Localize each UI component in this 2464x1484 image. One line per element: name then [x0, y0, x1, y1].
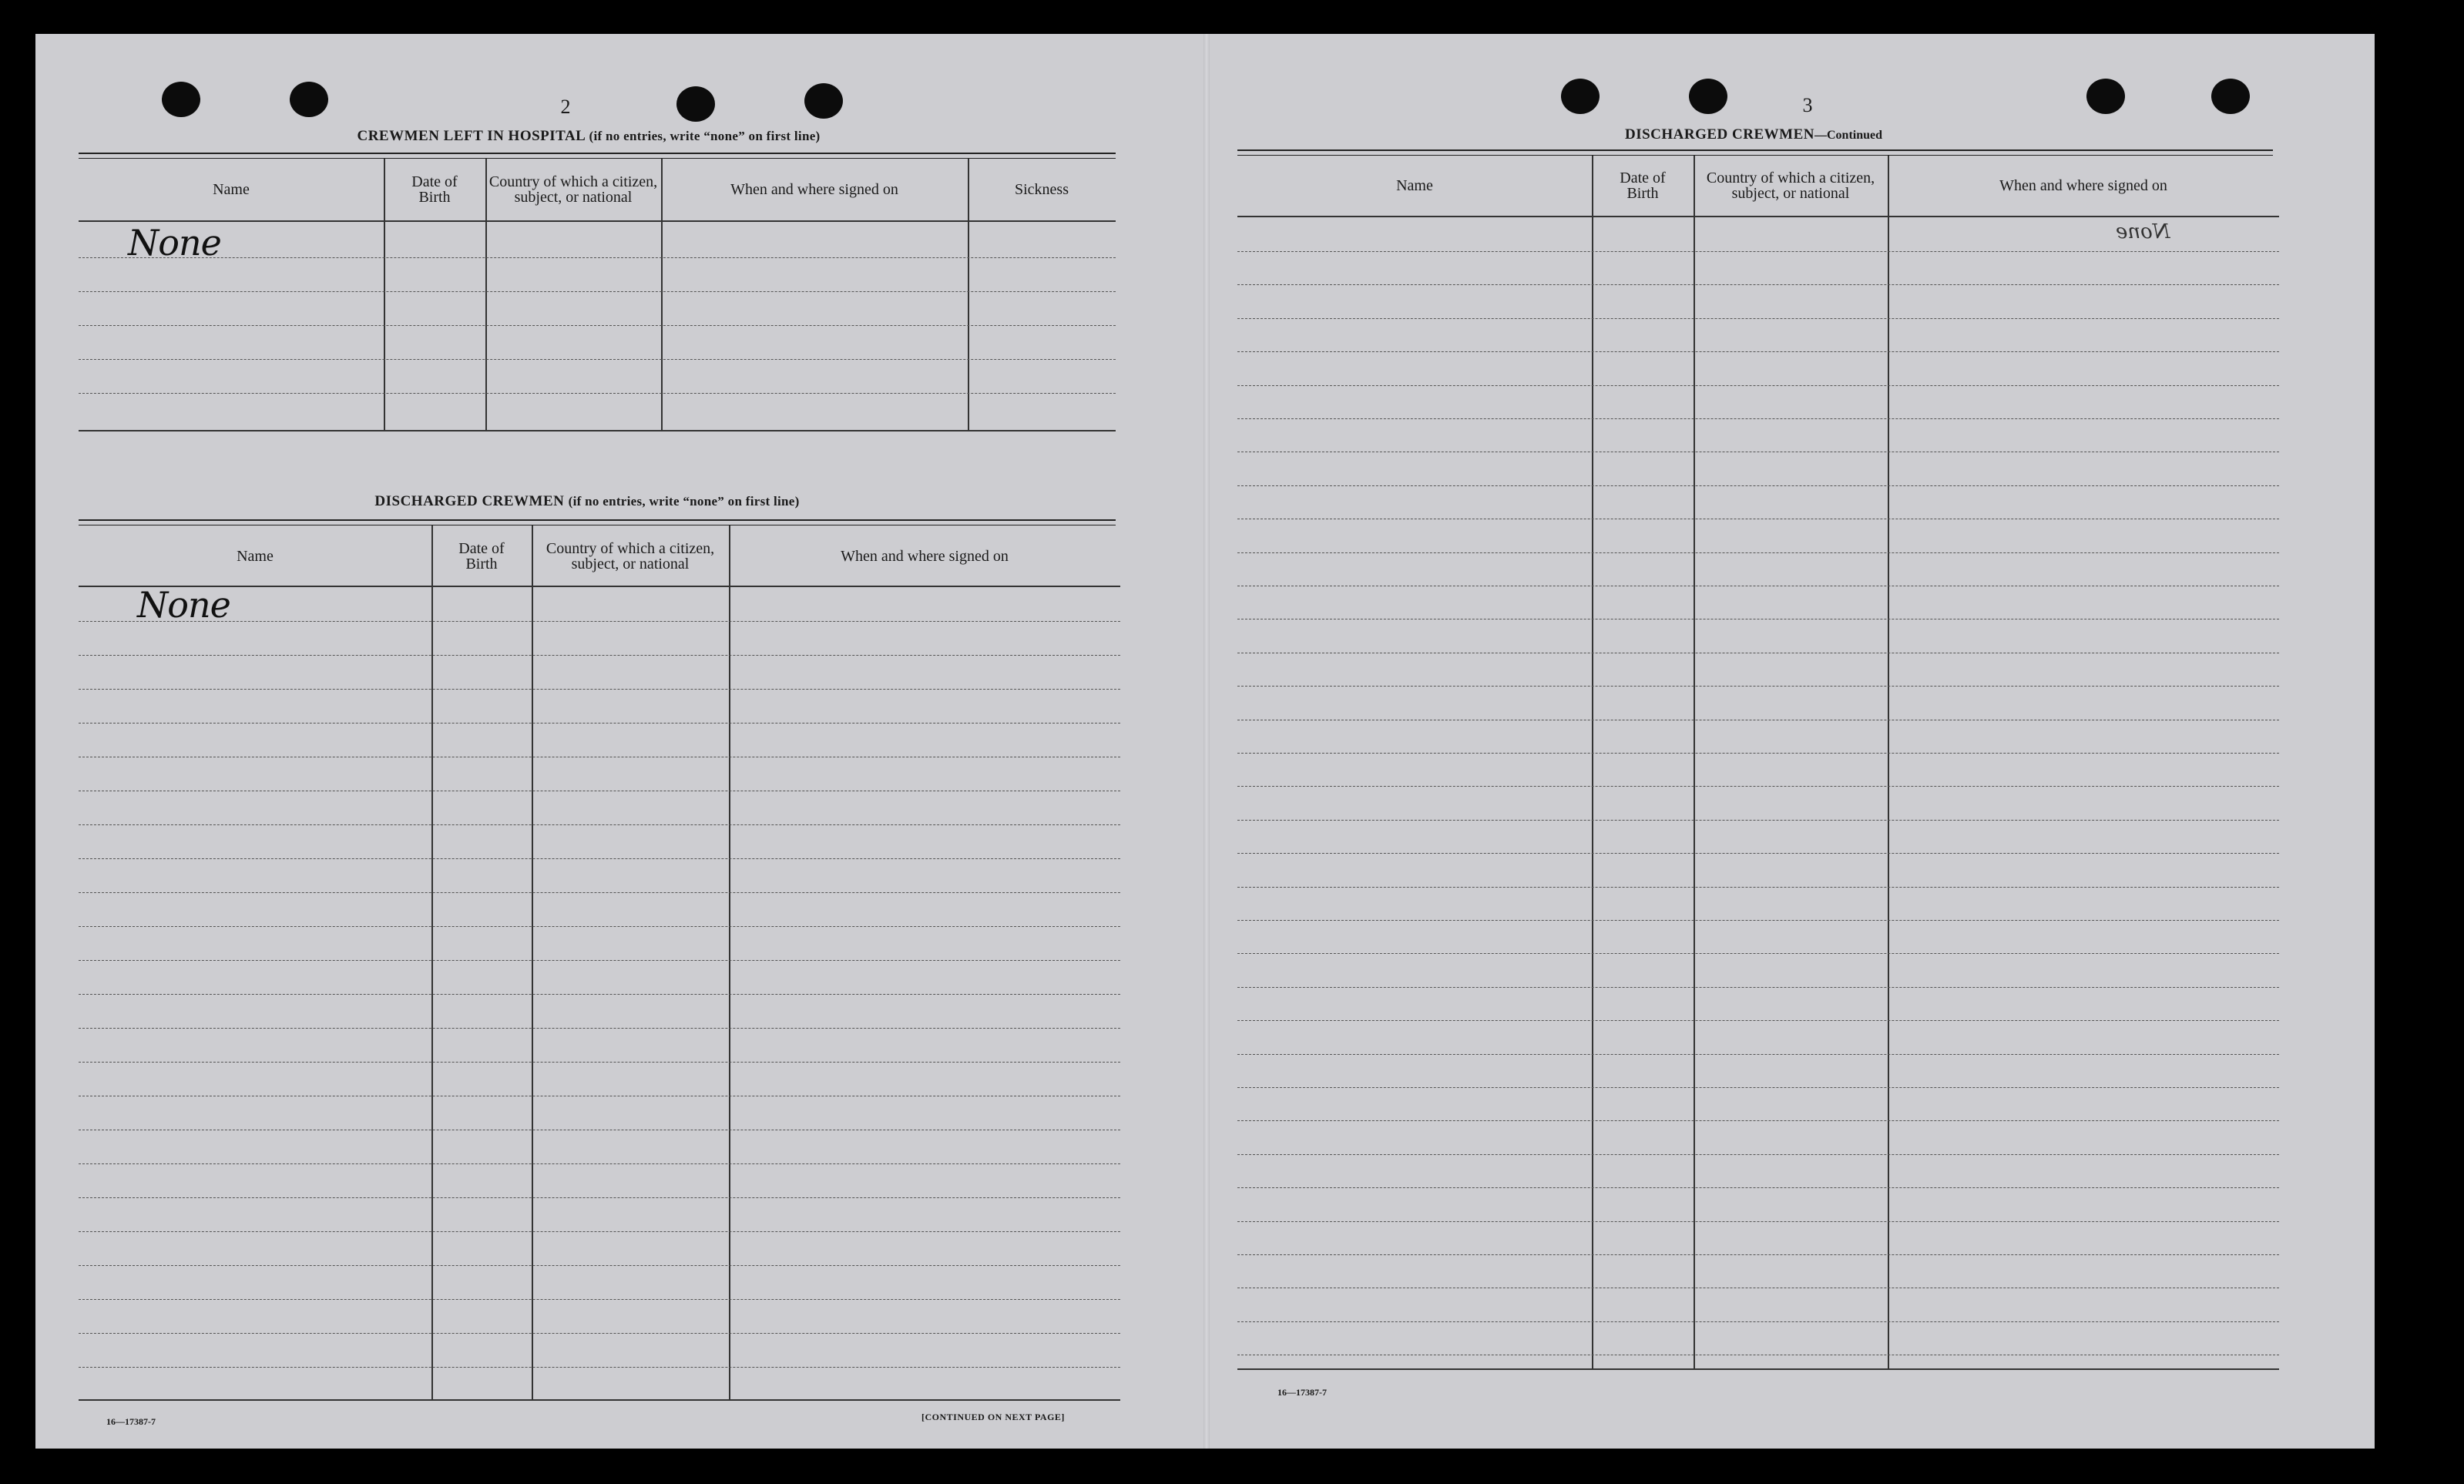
entry-line: [79, 1231, 1120, 1232]
entry-line: [1237, 686, 2279, 687]
entry-line: [1237, 351, 2279, 352]
header-underline: [79, 220, 1116, 222]
entry-line: [79, 291, 1116, 292]
discharged-entry-none: None: [137, 584, 230, 626]
discharged-table: [79, 525, 1120, 1401]
entry-line: [1237, 552, 2279, 553]
form-sheet: [35, 34, 2375, 1449]
header-underline: [1237, 216, 2279, 217]
table-bottom-line: [79, 1399, 1120, 1401]
column-divider: [532, 525, 533, 1401]
col-header-country: Country of which a citizen, subject, or national: [488, 173, 658, 206]
hospital-section-title: [80, 128, 1097, 145]
column-divider: [661, 159, 663, 431]
header-underline: [79, 586, 1120, 587]
form-number: 16—17387-7: [1277, 1387, 1327, 1398]
col-header-signed-on: When and where signed on: [730, 181, 898, 198]
col-header-name: Name: [237, 548, 274, 565]
entry-line: [1237, 485, 2279, 486]
table-bottom-line: [1237, 1368, 2279, 1370]
faint-bleedthrough-entry: None: [2116, 220, 2170, 243]
discharged-continued-title: [1237, 126, 2270, 143]
continued-note: [CONTINUED ON NEXT PAGE]: [921, 1412, 1065, 1422]
col-header-date-of-birth: Date of Birth: [1620, 170, 1666, 202]
hospital-entry-none: None: [128, 222, 221, 264]
entry-line: [1237, 1120, 2279, 1121]
col-header-country: Country of which a citizen, subject, or national: [1706, 170, 1875, 202]
entry-line: [79, 1062, 1120, 1063]
entry-line: [1237, 1054, 2279, 1055]
punch-hole: [804, 83, 843, 119]
discharged-continued-table: [1237, 156, 2279, 1370]
entry-line: [79, 824, 1120, 825]
entry-line: [79, 655, 1120, 656]
hospital-note: (if no entries, write “none” on first line): [589, 129, 821, 143]
entry-line: [79, 926, 1120, 927]
discharged-title: DISCHARGED CREWMEN: [374, 493, 565, 509]
entry-line: [1237, 1254, 2279, 1255]
entry-line: [1237, 1087, 2279, 1088]
col-header-country: Country of which a citizen, subject, or national: [546, 540, 715, 572]
entry-line: [1237, 418, 2279, 419]
form-number: 16—17387-7: [106, 1416, 156, 1427]
entry-line: [1237, 753, 2279, 754]
entry-line: [79, 1028, 1120, 1029]
page-2: [35, 34, 1207, 1449]
entry-line: [1237, 953, 2279, 954]
entry-line: [1237, 853, 2279, 854]
col-header-name: Name: [1396, 177, 1433, 194]
entry-line: [1237, 920, 2279, 921]
entry-line: [79, 393, 1116, 394]
col-header-name: Name: [213, 181, 250, 198]
entry-line: [1237, 987, 2279, 988]
entry-line: [79, 359, 1116, 360]
entry-line: [1237, 820, 2279, 821]
entry-line: [79, 621, 1120, 622]
column-divider: [729, 525, 730, 1401]
continued-label: —Continued: [1814, 129, 1883, 142]
col-header-signed-on: When and where signed on: [1999, 177, 2167, 194]
entry-line: [79, 723, 1120, 724]
entry-line: [79, 257, 1116, 258]
entry-line: [1237, 1321, 2279, 1322]
col-header-date-of-birth: Date of Birth: [458, 540, 505, 572]
entry-line: [1237, 1221, 2279, 1222]
punch-hole: [290, 82, 328, 117]
col-header-date-of-birth: Date of Birth: [411, 173, 458, 206]
entry-line: [1237, 318, 2279, 319]
entry-line: [1237, 1020, 2279, 1021]
entry-line: [79, 858, 1120, 859]
section-rule: [1237, 149, 2273, 156]
entry-line: [79, 1265, 1120, 1266]
punch-hole: [676, 86, 715, 122]
page-number: 3: [1802, 94, 1813, 116]
entry-line: [79, 892, 1120, 893]
discharged-section-title: [79, 493, 1096, 510]
table-bottom-line: [79, 430, 1116, 431]
punch-hole: [162, 82, 200, 117]
discharged-title: DISCHARGED CREWMEN: [1624, 126, 1814, 143]
entry-line: [1237, 786, 2279, 787]
entry-line: [1237, 887, 2279, 888]
entry-line: [79, 1333, 1120, 1334]
punch-hole: [1689, 79, 1727, 114]
entry-line: [1237, 251, 2279, 252]
hospital-title: CREWMEN LEFT IN HOSPITAL: [357, 128, 586, 144]
column-divider: [431, 525, 433, 1401]
page-number: 2: [560, 96, 571, 118]
entry-line: [79, 689, 1120, 690]
col-header-signed-on: When and where signed on: [841, 548, 1009, 565]
entry-line: [1237, 385, 2279, 386]
col-header-sickness: Sickness: [1015, 181, 1069, 198]
entry-line: [1237, 1187, 2279, 1188]
section-rule: [79, 519, 1116, 525]
entry-line: [1237, 284, 2279, 285]
entry-line: [79, 1367, 1120, 1368]
entry-line: [79, 325, 1116, 326]
column-divider: [485, 159, 487, 431]
discharged-note: (if no entries, write “none” on first line): [568, 494, 800, 509]
entry-line: [79, 994, 1120, 995]
section-rule: [79, 153, 1116, 159]
entry-line: [79, 1197, 1120, 1198]
punch-hole: [2211, 79, 2250, 114]
page-3: [1207, 34, 2375, 1449]
entry-line: [1237, 1154, 2279, 1155]
column-divider: [384, 159, 385, 431]
entry-line: [79, 1163, 1120, 1164]
hospital-table: [79, 159, 1116, 431]
entry-line: [79, 1299, 1120, 1300]
punch-hole: [2086, 79, 2125, 114]
punch-hole: [1561, 79, 1600, 114]
column-divider: [968, 159, 969, 431]
entry-line: [79, 960, 1120, 961]
